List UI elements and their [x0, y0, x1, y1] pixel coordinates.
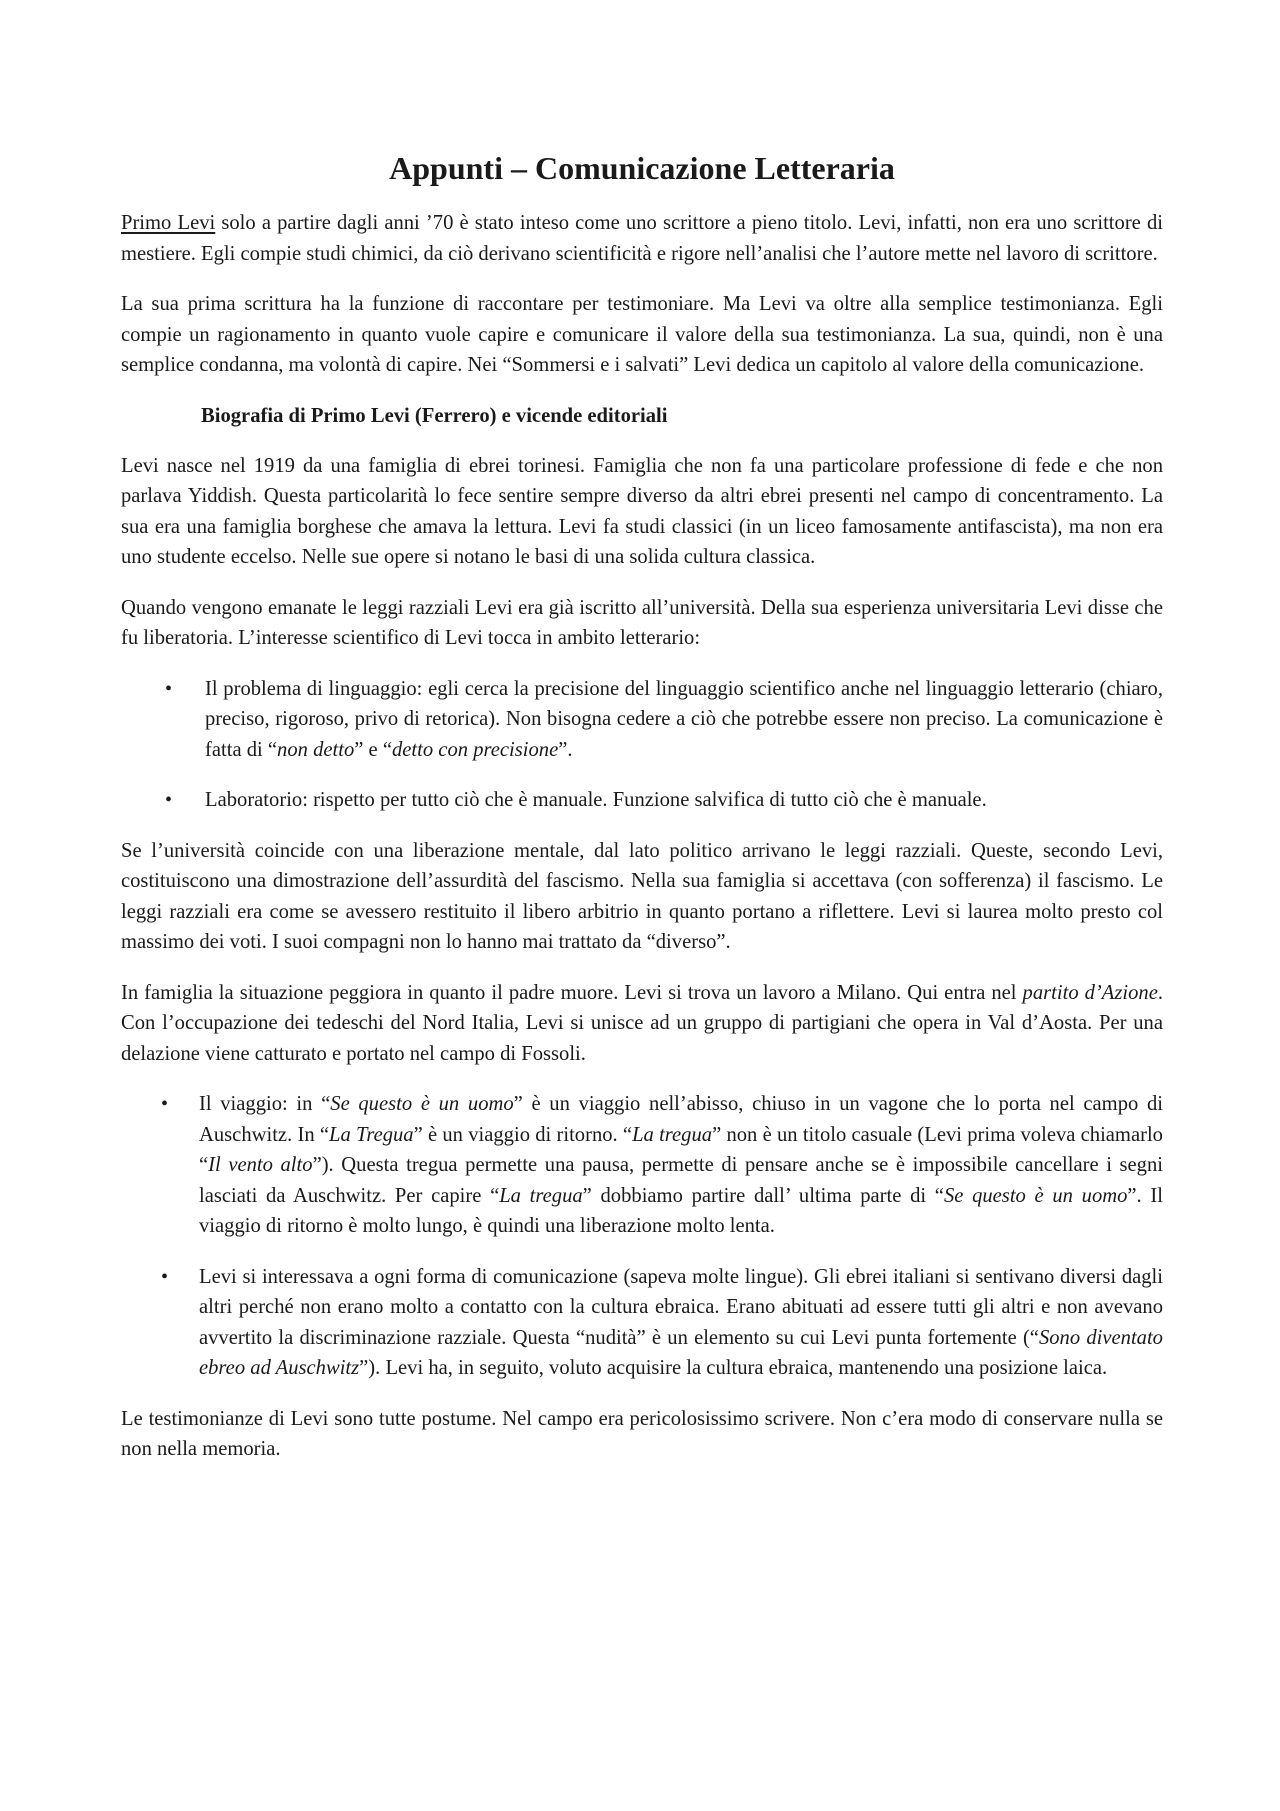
list-item-linguaggio: • Il problema di linguaggio: egli cerca la precisione del linguaggio scientifico anche nel linguaggio letterario (chiaro, preciso, rigoroso, privo di retorica). Non bisogna cedere a ciò che potrebbe essere non preciso. La comunicazione è fatta di “non detto” e “detto con precisione”.	[121, 674, 1163, 766]
paragraph-intro-text: solo a partire dagli anni ’70 è stato inteso come uno scrittore a pieno titolo. Levi, infatti, non era uno scrittore di mestiere. Egli compie studi chimici, da ciò derivano scientificità e rigore nell’analisi che l’autore mette nel lavoro di scrittore.	[121, 212, 1163, 265]
primo-levi-link[interactable]: Primo Levi	[121, 212, 216, 234]
quote-sono-diventato-ebreo: Sono diventato ebreo ad Auschwitz	[199, 1326, 1163, 1379]
list-item-laboratorio: • Laboratorio: rispetto per tutto ciò che è manuale. Funzione salvifica di tutto ciò che è manuale.	[121, 785, 1163, 816]
title-la-tregua-3: La tregua	[499, 1184, 583, 1207]
paragraph-first-writing: La sua prima scrittura ha la funzione di raccontare per testimoniare. Ma Levi va oltre alla semplice testimonianza. Egli compie un ragionamento in quanto vuole capire e comunicare il valore della sua testimonianza. La sua, quindi, non è una semplice condanna, ma volontà di capire. Nei “Sommersi e i salvati” Levi dedica un capitolo al valore della comunicazione.	[121, 293, 1163, 376]
bullet-icon: •	[161, 1093, 169, 1115]
paragraph-family: In famiglia la situazione peggiora in quanto il padre muore. Levi si trova un lavoro a Milano. Qui entra nel partito d’Azione. Con l’occupazione dei tedeschi del Nord Italia, Levi si unisce ad un gruppo di partigiani che opera in Val d’Aosta. Per una delazione viene catturato e portato nel campo di Fossoli.	[121, 981, 1163, 1065]
page-title: Appunti – Comunicazione Letteraria	[389, 150, 895, 186]
paragraph-birth: Levi nasce nel 1919 da una famiglia di ebrei torinesi. Famiglia che non fa una particolare professione di fede e che non parlava Yiddish. Questa particolarità lo fece sentire sempre diverso da altri ebrei presenti nel campo di concentramento. La sua era una famiglia borghese che amava la lettura. Levi fa studi classici (in un liceo famosamente antifascista), ma non era uno studente eccelso. Nelle sue opere si notano le basi di una solida cultura classica.	[121, 454, 1163, 568]
bullet-icon: •	[161, 1265, 169, 1288]
paragraph-university: Quando vengono emanate le leggi razziali Levi era già iscritto all’università. Della sua esperienza universitaria Levi disse che fu liberatoria. L’interesse scientifico di Levi tocca in ambito letterario:	[121, 596, 1163, 649]
quote-detto-con-precisione: detto con precisione	[391, 738, 559, 761]
bullet-icon: •	[165, 789, 173, 811]
document-page	[121, 148, 1163, 1485]
list-item-comunicazione: • Levi si interessava a ogni forma di comunicazione (sapeva molte lingue). Gli ebrei italiani si sentivano diversi dagli altri perché non erano molto a contatto con la cultura ebraica. Erano abituati ad essere tutti gli altri e non avevano avvertito la discriminazione razziale. Questa “nudità” è un elemento su cui Levi punta fortemente (“Sono diventato ebreo ad Auschwitz”). Levi ha, in seguito, voluto acquisire la cultura ebraica, mantenendo una posizione laica.	[121, 1262, 1163, 1384]
section-heading-biografia: Biografia di Primo Levi (Ferrero) e vicende editoriali	[201, 404, 668, 427]
list-item-viaggio: • Il viaggio: in “Se questo è un uomo” è un viaggio nell’abisso, chiuso in un vagone che lo porta nel campo di Auschwitz. In “La Tregua” è un viaggio di ritorno. “La tregua” non è un titolo casuale (Levi prima voleva chiamarlo “Il vento alto”). Questa tregua permette una pausa, permette di pensare anche se è impossibile cancellare i segni lasciati da Auschwitz. Per capire “La tregua” dobbiamo partire dall’ ultima parte di “Se questo è un uomo”. Il viaggio di ritorno è molto lungo, è quindi una liberazione molto lenta.	[121, 1089, 1163, 1242]
bullet-icon: •	[165, 677, 173, 700]
title-la-tregua: La Tregua	[329, 1123, 414, 1146]
bullet-list-scientific-interest	[121, 674, 1163, 816]
title-la-tregua-2: La tregua	[632, 1123, 713, 1146]
partito-azione: partito d’Azione	[1022, 981, 1158, 1004]
paragraph-intro	[121, 208, 1163, 269]
quote-non-detto: non detto	[277, 738, 355, 761]
bullet-list-journey	[121, 1089, 1163, 1384]
title-il-vento-alto: Il vento alto	[208, 1154, 313, 1176]
title-se-questo-e-un-uomo: Se questo è un uomo	[330, 1093, 514, 1115]
paragraph-racial-laws: Se l’università coincide con una liberazione mentale, dal lato politico arrivano le leggi razziali. Queste, secondo Levi, costituiscono una dimostrazione dell’assurdità del fascismo. Nella sua famiglia si accettava (con sofferenza) il fascismo. Le leggi razziali era come se avessero restituito il libero arbitrio in quanto portano a riflettere. Levi si laurea molto presto col massimo dei voti. I suoi compagni non lo hanno mai trattato da “diverso”.	[121, 839, 1163, 953]
title-se-questo-e-un-uomo-2: Se questo è un uomo	[943, 1184, 1128, 1207]
paragraph-testimonies: Le testimonianze di Levi sono tutte postume. Nel campo era pericolosissimo scrivere. Non c’era modo di conservare nulla se non nella memoria.	[121, 1407, 1163, 1460]
